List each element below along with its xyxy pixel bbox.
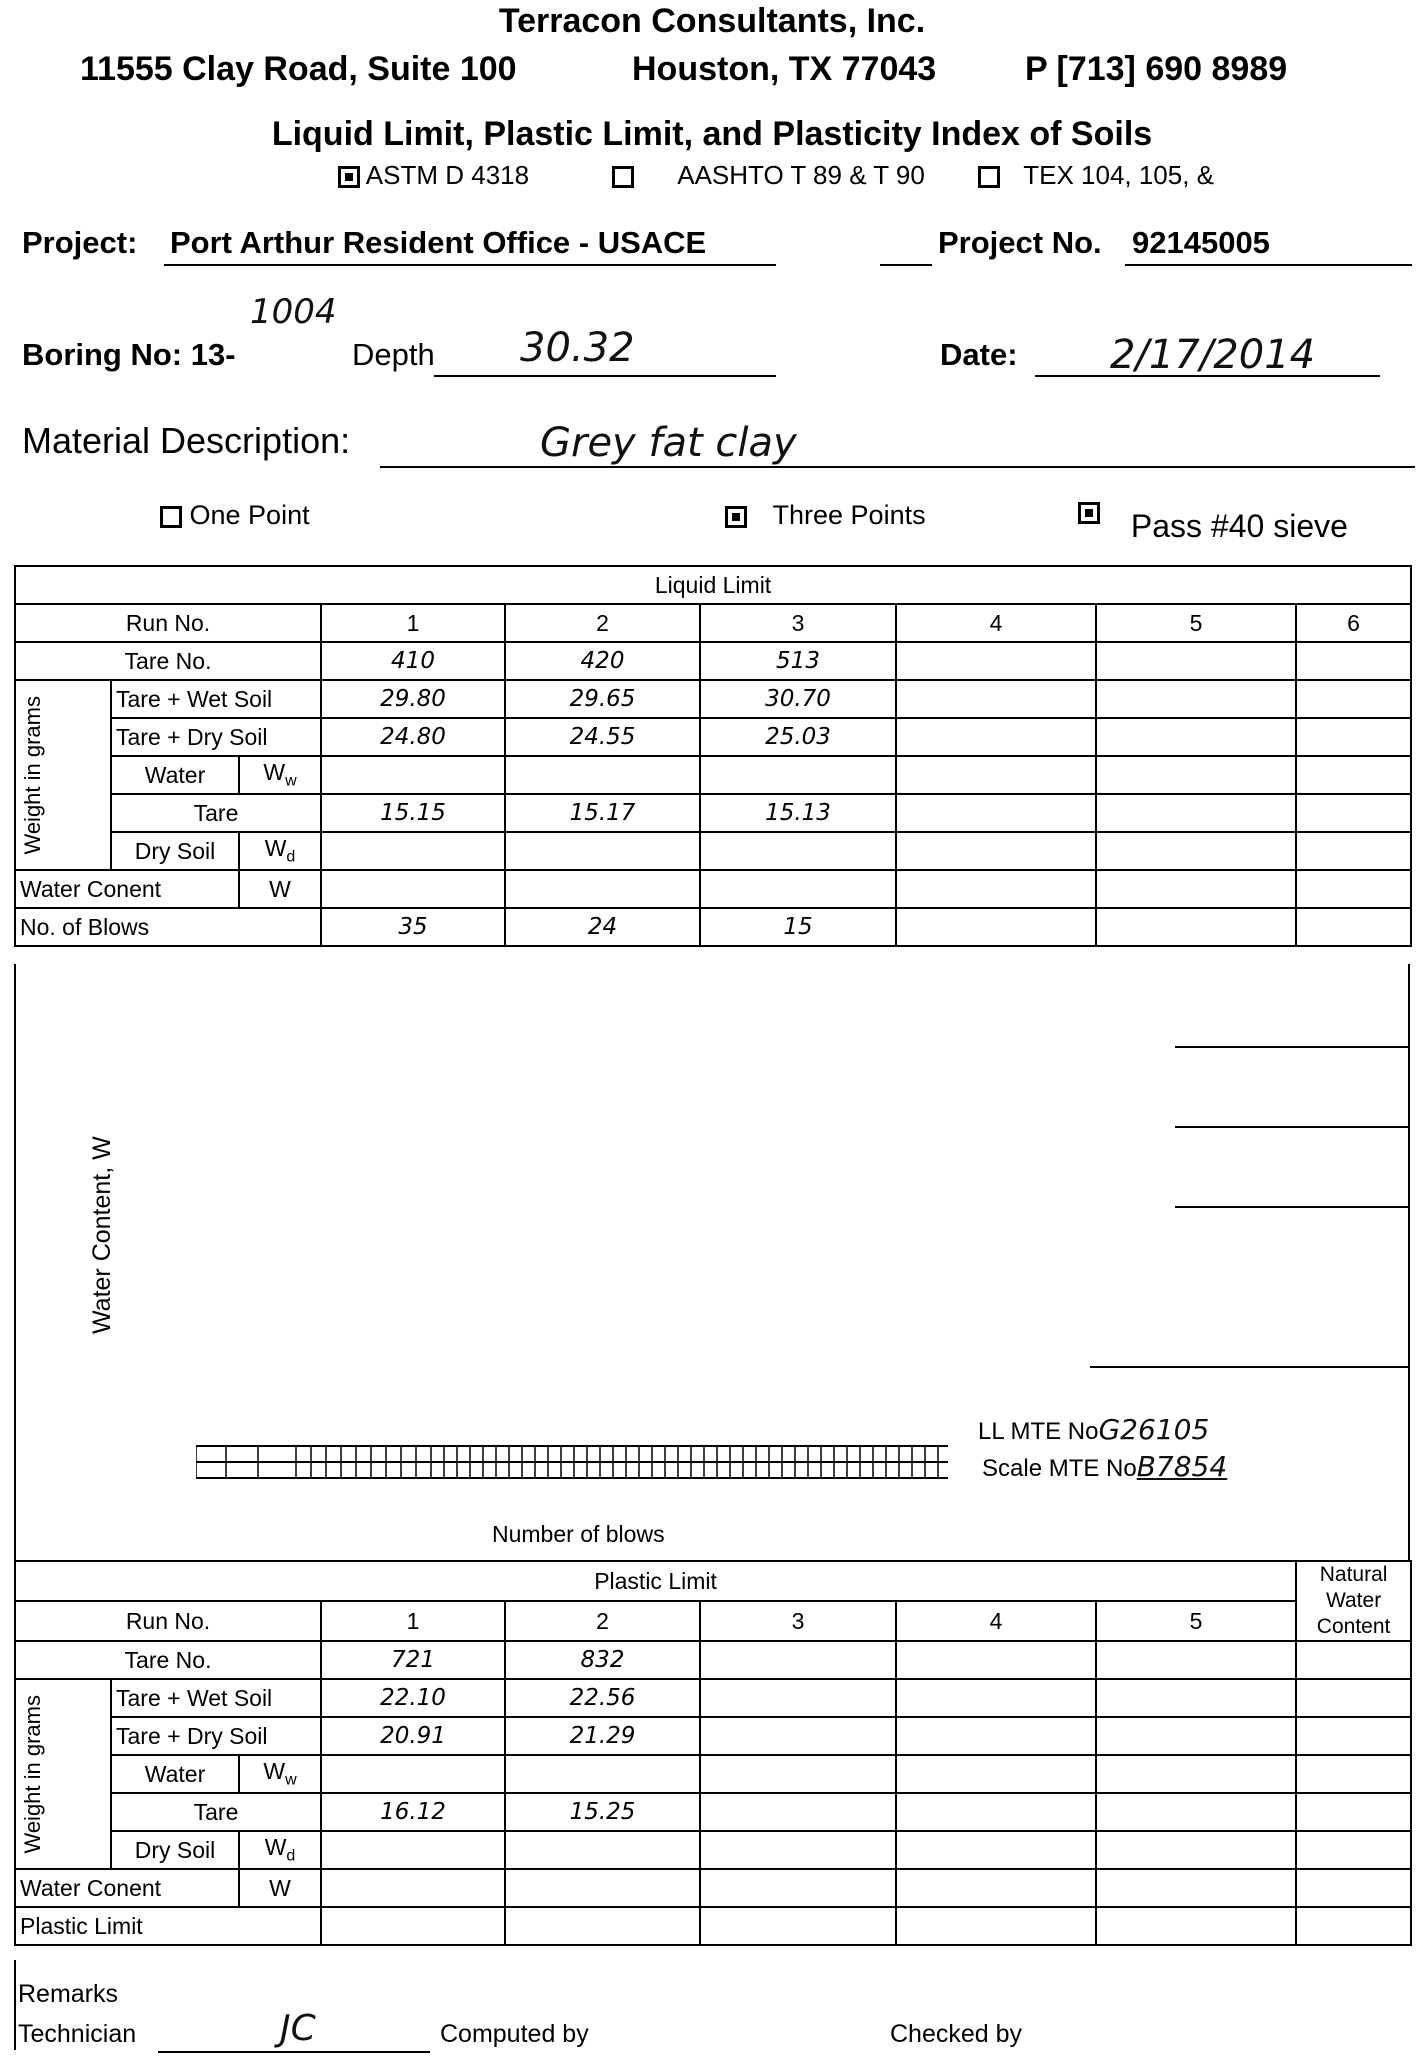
cell-value[interactable] [321,870,505,908]
cell-value[interactable] [1096,1831,1296,1869]
row-label: Dry Soil [111,1831,239,1869]
cell-value[interactable] [1096,756,1296,794]
company-name: Terracon Consultants, Inc. [498,2,926,40]
cell-value[interactable]: 25.03 [700,718,896,756]
standard-astm [338,160,529,191]
weight-label-text: Weight in grams [20,1694,45,1854]
cell-value[interactable]: 22.10 [321,1679,505,1717]
row-symbol: W [239,1869,321,1907]
checkbox-icon[interactable] [978,166,1000,188]
cell-value[interactable]: 16.12 [321,1793,505,1831]
cell-value[interactable] [505,1755,700,1793]
project-number: 92145005 [1132,225,1270,260]
cell-value[interactable]: 15.13 [700,794,896,832]
ll-run-number: 6 [1296,604,1411,642]
cell-value[interactable]: 832 [505,1641,700,1679]
cell-value[interactable] [896,870,1096,908]
row-label: No. of Blows [15,908,321,946]
cell-value[interactable] [896,1717,1096,1755]
cell-value[interactable] [1096,908,1296,946]
pl-row-pl [15,1907,1411,1945]
ll-row-water [15,756,1411,794]
cell-value[interactable] [700,1831,896,1869]
cell-value[interactable] [1296,756,1411,794]
cell-value[interactable] [321,832,505,870]
technician-label: Technician [18,2020,137,2048]
cell-value[interactable] [1096,1869,1296,1907]
project-number-label: Project No. [938,225,1102,260]
company-phone: P [713] 690 8989 [1025,50,1288,88]
ll-row-wet [15,680,1411,718]
cell-value[interactable] [896,1831,1096,1869]
form-title: Liquid Limit, Plastic Limit, and Plasticity Index of Soils [271,115,1153,153]
ll-row-tare [15,794,1411,832]
ll-run-number: 3 [700,604,896,642]
cell-value[interactable]: 15.17 [505,794,700,832]
ll-row-tare-no [15,642,1411,680]
row-label: Water [111,756,239,794]
standard-label: ASTM D 4318 [365,160,530,190]
pl-row-tare-no [15,1641,1411,1679]
cell-value[interactable] [896,794,1096,832]
cell-value[interactable] [896,642,1096,680]
row-symbol: W [239,870,321,908]
remarks-label: Remarks [18,1980,119,2008]
cell-value[interactable] [1096,642,1296,680]
depth-value: 30.32 [520,325,635,371]
cell-value[interactable] [321,756,505,794]
pl-row-dry [15,1717,1411,1755]
cell-value[interactable] [700,1717,896,1755]
row-symbol: $W_d$ [239,1831,321,1869]
ll-mte [978,1413,1209,1446]
cell-value[interactable] [1296,1869,1411,1907]
company-city: Houston, TX 77043 [632,50,937,88]
cell-value[interactable]: 20.91 [321,1717,505,1755]
cell-value[interactable]: 15 [700,908,896,946]
pl-run-label: Run No. [15,1601,321,1641]
row-label: Water Conent [15,870,239,908]
cell-value[interactable] [1296,1641,1411,1679]
cell-value[interactable] [1096,1907,1296,1945]
row-label: Tare No. [15,642,321,680]
checkbox-icon[interactable] [1078,502,1100,524]
cell-value[interactable] [896,1755,1096,1793]
project-label: Project: [22,225,138,260]
cell-value[interactable] [1296,832,1411,870]
row-symbol: $W_d$ [239,832,321,870]
ll-mte-label: LL MTE No [978,1418,1099,1445]
cell-value[interactable]: 410 [321,642,505,680]
scale-mte-label: Scale MTE No [982,1455,1137,1482]
cell-value[interactable] [505,870,700,908]
pl-run-number: 3 [700,1601,896,1641]
cell-value[interactable] [700,1869,896,1907]
cell-value[interactable] [321,1831,505,1869]
material-value: Grey fat clay [540,420,797,466]
standard-aashto [612,160,925,191]
ll-title: Liquid Limit [15,566,1411,604]
cell-value[interactable] [896,756,1096,794]
cell-value[interactable] [700,870,896,908]
technician-value: JC [280,2008,316,2049]
ll-row-blows [15,908,1411,946]
cell-value[interactable] [896,1679,1096,1717]
cell-value[interactable]: 513 [700,642,896,680]
cell-value[interactable] [1296,1717,1411,1755]
standard-tex [978,160,1214,191]
cell-value[interactable] [505,1907,700,1945]
ll-mte-value: G26105 [1098,1413,1210,1446]
cell-value[interactable]: 15.25 [505,1793,700,1831]
cell-value[interactable]: 29.80 [321,680,505,718]
ll-row-wc [15,870,1411,908]
checkbox-icon[interactable] [338,166,360,188]
row-label: Tare + Wet Soil [111,680,321,718]
depth-label: Depth [352,337,435,372]
cell-value[interactable] [700,1907,896,1945]
cell-value[interactable] [1296,1679,1411,1717]
weight-label-text: Weight in grams [20,695,45,855]
ll-row-drysoil [15,832,1411,870]
pl-run-number: 5 [1096,1601,1296,1641]
scale-mte [982,1450,1227,1483]
graph-ylabel: Water Content, W [88,1136,116,1334]
cell-value[interactable] [896,832,1096,870]
plastic-limit-table [14,1560,1412,1946]
checked-by-label: Checked by [890,2020,1023,2048]
pl-row-water [15,1755,1411,1793]
ll-run-number: 1 [321,604,505,642]
checkbox-icon[interactable] [160,506,182,528]
ll-run-number: 4 [896,604,1096,642]
option-label: One Point [189,500,310,530]
option-one-point [160,500,310,531]
ll-weight-label [15,680,111,870]
row-label: Tare [111,1793,321,1831]
pl-row-wet [15,1679,1411,1717]
cell-value[interactable] [1096,1793,1296,1831]
row-label: Tare No. [15,1641,321,1679]
cell-value[interactable] [1296,1793,1411,1831]
ll-run-number: 5 [1096,604,1296,642]
cell-value[interactable] [1096,680,1296,718]
row-symbol: $W_w$ [239,1755,321,1793]
cell-value[interactable] [700,1679,896,1717]
project-name: Port Arthur Resident Office - USACE [170,225,707,260]
cell-value[interactable] [1096,718,1296,756]
cell-value[interactable] [321,1755,505,1793]
cell-value[interactable] [896,908,1096,946]
cell-value[interactable] [1296,1831,1411,1869]
ll-run-number: 2 [505,604,700,642]
option-three-points [725,500,926,531]
cell-value[interactable] [321,1907,505,1945]
option-label: Pass #40 sieve [1130,508,1348,544]
row-label: Tare [111,794,321,832]
cell-value[interactable] [1296,1755,1411,1793]
cell-value[interactable] [700,1793,896,1831]
row-label: Dry Soil [111,832,239,870]
cell-value[interactable] [1096,832,1296,870]
cell-value[interactable] [700,756,896,794]
pl-run-number: 1 [321,1601,505,1641]
cell-value[interactable] [700,1755,896,1793]
pl-row-tare [15,1793,1411,1831]
option-pass40 [1078,492,1348,544]
row-label: Tare + Dry Soil [111,718,321,756]
cell-value[interactable] [896,1641,1096,1679]
cell-value[interactable]: 24 [505,908,700,946]
cell-value[interactable] [1096,1641,1296,1679]
cell-value[interactable] [1296,1907,1411,1945]
checkbox-icon[interactable] [612,166,634,188]
cell-value[interactable]: 22.56 [505,1679,700,1717]
cell-value[interactable] [1096,794,1296,832]
cell-value[interactable] [505,1831,700,1869]
cell-value[interactable] [1296,870,1411,908]
log-scale-axis [196,1444,948,1480]
pl-title: Plastic Limit [15,1561,1296,1601]
cell-value[interactable] [1096,1679,1296,1717]
cell-value[interactable] [321,1869,505,1907]
cell-value[interactable] [896,1793,1096,1831]
cell-value[interactable] [896,1907,1096,1945]
row-label: Water [111,1755,239,1793]
row-symbol: $W_w$ [239,756,321,794]
cell-value[interactable]: 24.80 [321,718,505,756]
cell-value[interactable] [1096,870,1296,908]
standard-label: AASHTO T 89 & T 90 [677,160,925,190]
pl-row-wc [15,1869,1411,1907]
cell-value[interactable]: 35 [321,908,505,946]
pl-run-number: 4 [896,1601,1096,1641]
computed-by-label: Computed by [440,2020,589,2048]
scale-mte-value: B7854 [1136,1450,1228,1483]
row-label: Water Conent [15,1869,239,1907]
pl-weight-label [15,1679,111,1869]
cell-value[interactable] [700,832,896,870]
boring-label: Boring No: 13- [22,337,236,372]
checkbox-icon[interactable] [725,506,747,528]
cell-value[interactable] [1296,680,1411,718]
footer-area [14,1960,1410,2050]
cell-value[interactable]: 29.65 [505,680,700,718]
liquid-limit-table [14,565,1412,947]
boring-number: 1004 [250,292,337,332]
cell-value[interactable] [1296,908,1411,946]
cell-value[interactable] [1296,718,1411,756]
cell-value[interactable] [1296,794,1411,832]
row-label: Plastic Limit [15,1907,321,1945]
cell-value[interactable] [505,756,700,794]
cell-value[interactable] [505,1869,700,1907]
cell-value[interactable] [896,718,1096,756]
cell-value[interactable]: 21.29 [505,1717,700,1755]
date-label: Date: [940,337,1018,372]
row-label: Tare + Wet Soil [111,1679,321,1717]
company-address: 11555 Clay Road, Suite 100 [80,50,517,88]
cell-value[interactable]: 30.70 [700,680,896,718]
option-label: Three Points [772,500,926,530]
cell-value[interactable] [1296,642,1411,680]
natural-water-content-label: Natural Water Content [1296,1561,1411,1641]
standard-label: TEX 104, 105, & [1023,160,1215,190]
cell-value[interactable]: 721 [321,1641,505,1679]
material-label: Material Description: [22,420,351,461]
cell-value[interactable] [1096,1717,1296,1755]
cell-value[interactable] [505,832,700,870]
date-value: 2/17/2014 [1110,332,1316,378]
pl-run-number: 2 [505,1601,700,1641]
cell-value[interactable] [700,1641,896,1679]
ll-run-label: Run No. [15,604,321,642]
pl-row-drysoil [15,1831,1411,1869]
cell-value[interactable] [1096,1755,1296,1793]
cell-value[interactable]: 420 [505,642,700,680]
graph-xlabel: Number of blows [492,1521,665,1547]
ll-row-dry [15,718,1411,756]
row-label: Tare + Dry Soil [111,1717,321,1755]
cell-value[interactable] [896,680,1096,718]
cell-value[interactable]: 15.15 [321,794,505,832]
cell-value[interactable]: 24.55 [505,718,700,756]
cell-value[interactable] [896,1869,1096,1907]
